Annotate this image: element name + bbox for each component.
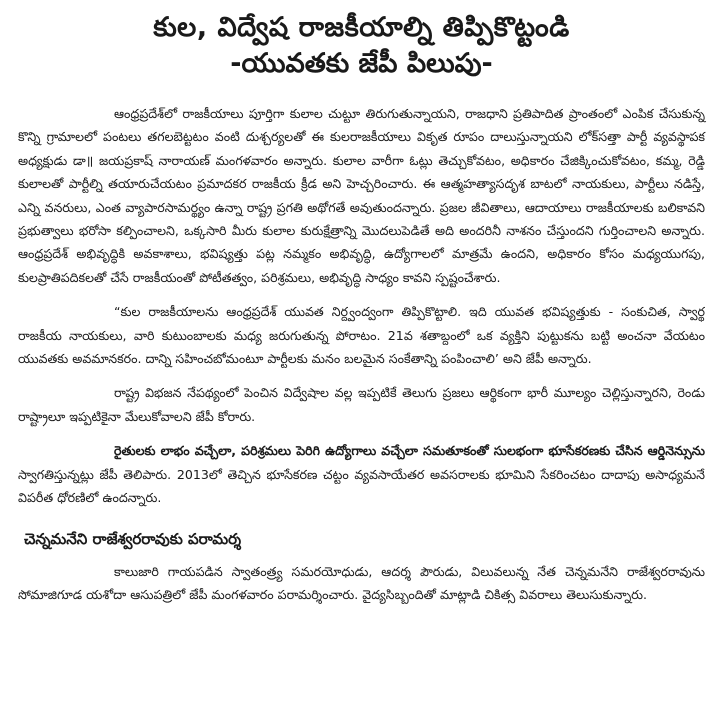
- subheadline: -యువతకు జేపీ పిలుపు-: [230, 48, 493, 79]
- paragraph-2: “కుల రాజకీయాలను ఆంధ్రప్రదేశ్ యువత నిర్ద్వంద్వంగా తిప్పికొట్టాలి. ఇది యువత భవిష్యత్తుకు - సంకుచిత, స్వార్థ రాజకీయ నాయకులు, వారి కుటుంబాలకు మధ్య జరుగుతున్న పోరాటం. 21వ శతాబ్దంలో ఒక వ్యక్తిని పుట్టుకను బట్టి అంచనా వేయటం యువతకు అవమానకరం. దాన్ని సహించబోమంటూ పార్టీలకు మనం బలమైన సంకేతాన్ని పంపించాలి’ అని జేపీ అన్నారు.: [18, 304, 705, 367]
- paragraph-3: రాష్ట్ర విభజన నేపథ్యంలో పెంచిన విద్వేషాల వల్ల ఇప్పటికే తెలుగు ప్రజలు ఆర్థికంగా భారీ మూల్యం చెల్లిస్తున్నారని, రెండు రాష్ట్రాలూ ఇప్పటికైనా మేలుకోవాలని జేపీ కోరారు.: [18, 385, 705, 424]
- paragraph-4-rest: స్వాగతిస్తున్నట్లు జేపీ తెలిపారు. 2013లో తెచ్చిన భూసేకరణ చట్టం వ్యవసాయేతర అవసరాలకు భూమిని సేకరించటం దాదాపు అసాధ్యమనే విపరీత ధోరణిలో ఉందన్నారు.: [18, 466, 705, 506]
- paragraph-1: ఆంధ్రప్రదేశ్‌లో రాజకీయాలు పూర్తిగా కులాల చుట్టూ తిరుగుతున్నాయని, రాజధాని ప్రతిపాదిత ప్రాంతంలో ఎంపిక చేసుకున్న కొన్ని గ్రామాలలో పంటలు తగలబెట్టటం వంటి దుశ్చర్యలతో ఈ కులరాజకీయాలు వికృత రూపం దాలుస్తున్నాయని లోక్‌సత్తా పార్టీ వ్యవస్థాపక అధ్యక్షుడు డా॥ జయప్రకాష్ నారాయణ్ మంగళవారం అన్నారు. కులాల వారీగా ఓట్లు తెచ్చుకోవటం, అధికారం చేజిక్కించుకోవటం, కమ్మ, రెడ్డి కులాలతో పార్టీల్ని తయారుచేయటం ప్రమాదకర రాజకీయ క్రీడ అని హెచ్చరించారు. ఈ ఆత్మహత్యాసదృశ బాటలో నాయకులు, పార్టీలు నడిస్తే, ఎన్ని వనరులు, ఎంత వ్యాపారసామర్థ్యం ఉన్నా రాష్ట్ర ప్రగతి అథోగతే అవుతుందన్నారు. ప్రజల జీవితాలు, ఆదాయాలు రాజకీయాలకు బలికావని ప్రభుత్వాలు భరోసా కల్పించాలని, ఒక్కసారి మీరు కులాల కురుక్షేత్రాన్ని మొదలుపెడితే అది అందరినీ నాశనం చేస్తుందని గుర్తించాలని అన్నారు. ఆంధ్రప్రదేశ్ అభివృద్ధికి అవకాశాలు, భవిష్యత్తు పట్ల నమ్మకం అభివృద్ధి, ఉద్యోగాలలో మాత్రమే ఉందని, అధికారం కోసం మధ్యయుగపు, కులప్రాతిపదికలతో చేసే రాజకీయంతో పోటీతత్వం, పరిశ్రమలు, అభివృద్ధి సాధ్యం కావని స్పష్టంచేశారు.: [18, 106, 705, 285]
- paragraph-4: [18, 439, 705, 509]
- section-heading: చెన్నమనేని రాజేశ్వరరావుకు పరామర్శ: [24, 529, 242, 548]
- paragraph-4-bold-lead: రైతులకు లాభం వచ్చేలా, పరిశ్రమలు పెరిగి ఉద్యోగాలు వచ్చేలా సమతూకంతో సులభంగా భూసేకరణకు చేసిన ఆర్డినెన్సును: [114, 443, 705, 459]
- headline: కుల, విద్వేష రాజకీయాల్ని తిప్పికొట్టండి: [153, 12, 570, 43]
- section-paragraph: కాలుజారి గాయపడిన స్వాతంత్ర్య సమరయోధుడు, ఆదర్శ పౌరుడు, విలువలున్న నేత చెన్నమనేని రాజేశ్వరరావును సోమాజిగూడ యశోదా ఆసుపత్రిలో జేపీ మంగళవారం పరామర్శించారు. వైద్యసిబ్బందితో మాట్లాడి చికిత్స వివరాలు తెలుసుకున్నారు.: [18, 563, 705, 602]
- article-body: [18, 102, 705, 606]
